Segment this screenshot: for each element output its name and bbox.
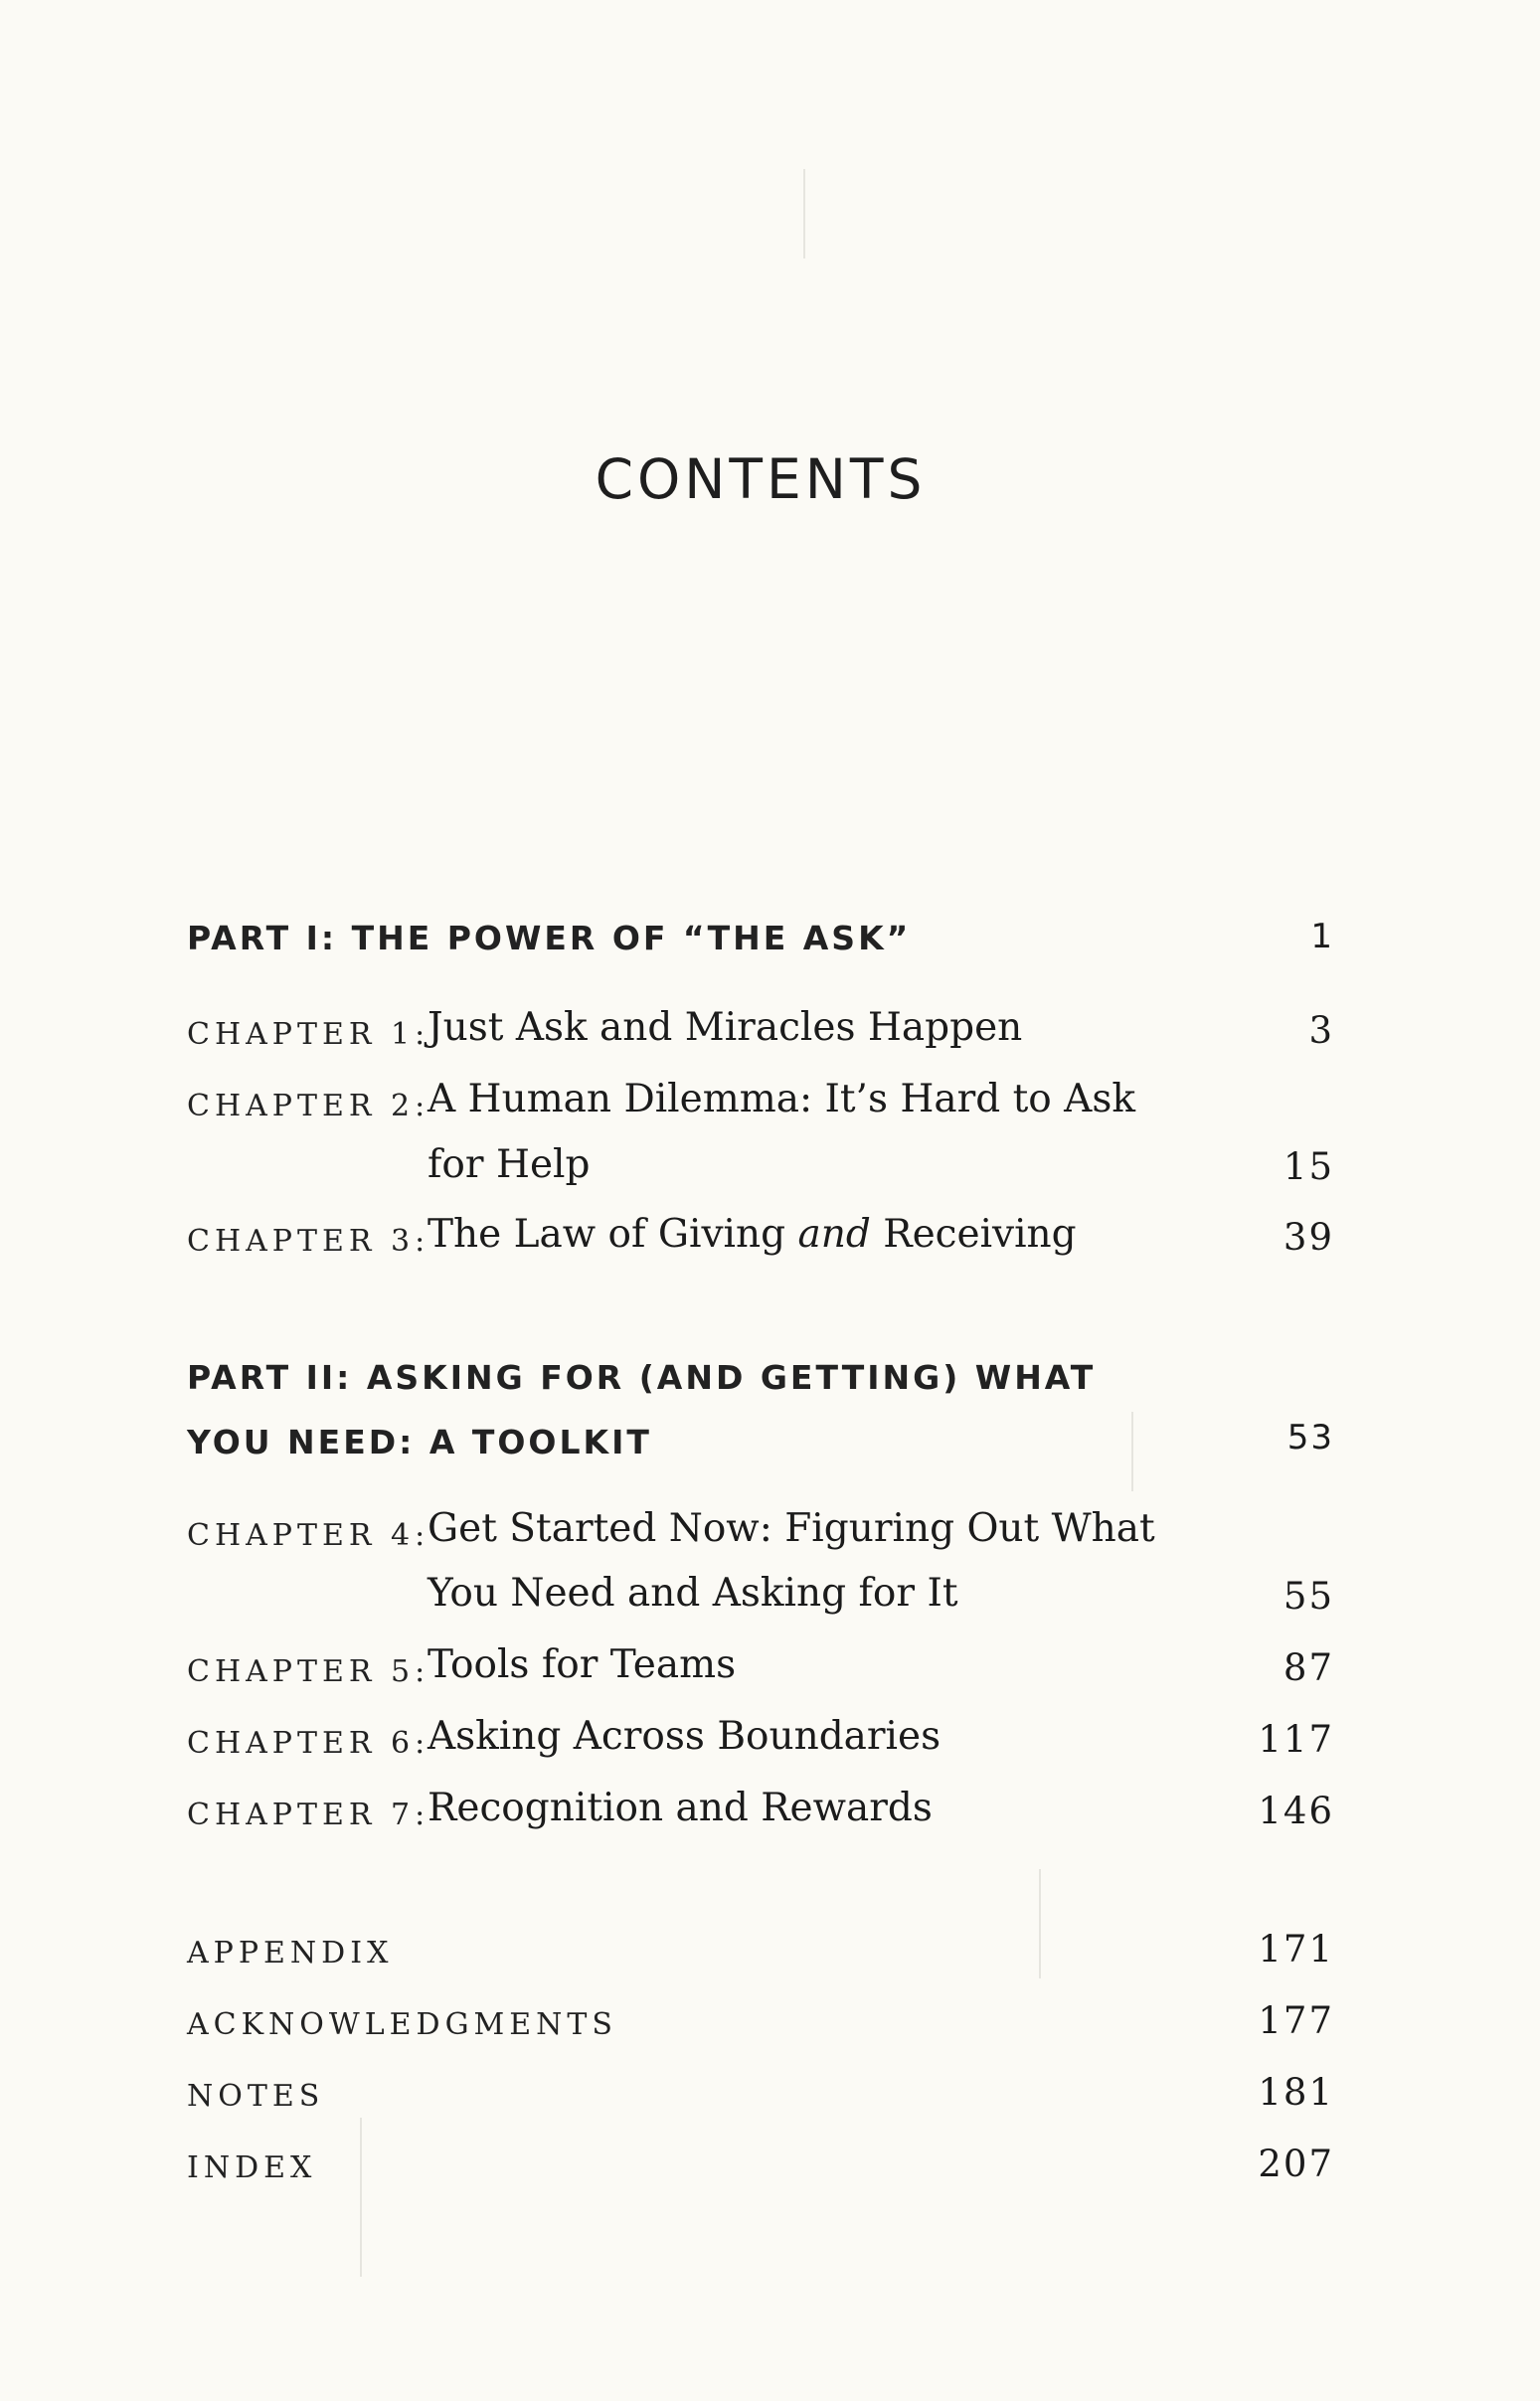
chapter-4-label: CHAPTER 4: <box>187 1518 430 1553</box>
chapter-3-title <box>428 1212 1077 1257</box>
part-1-heading: PART I: THE POWER OF “THE ASK” <box>187 919 912 957</box>
chapter-2-label: CHAPTER 2: <box>187 1089 430 1123</box>
chapter-4-page: 55 <box>1283 1575 1334 1618</box>
chapter-5-page: 87 <box>1283 1646 1334 1689</box>
acknowledgments-label: ACKNOWLEDGMENTS <box>187 2007 617 2042</box>
chapter-4-title-line-2: You Need and Asking for It <box>428 1571 958 1616</box>
part-2-page: 53 <box>1286 1418 1334 1458</box>
chapter-1-page: 3 <box>1308 1009 1334 1052</box>
chapter-3-page: 39 <box>1283 1216 1334 1259</box>
chapter-2-title-line-1: A Human Dilemma: It’s Hard to Ask <box>428 1077 1135 1121</box>
appendix-page: 171 <box>1258 1928 1334 1971</box>
index-page: 207 <box>1258 2143 1334 2185</box>
chapter-2-page: 15 <box>1283 1145 1334 1188</box>
part-1-page: 1 <box>1310 917 1334 956</box>
page-title: CONTENTS <box>595 446 927 511</box>
scan-artifact <box>360 2118 362 2277</box>
appendix-label: APPENDIX <box>187 1936 394 1971</box>
chapter-6-title: Asking Across Boundaries <box>428 1714 941 1759</box>
chapter-2-title-line-2: for Help <box>428 1142 591 1187</box>
chapter-5-label: CHAPTER 5: <box>187 1654 430 1689</box>
index-label: INDEX <box>187 2150 317 2185</box>
chapter-3-label: CHAPTER 3: <box>187 1224 430 1259</box>
chapter-3-title-emphasis: and <box>797 1212 871 1257</box>
part-2-heading-line-1: PART II: ASKING FOR (AND GETTING) WHAT <box>187 1358 1097 1397</box>
scan-artifact <box>1131 1412 1133 1491</box>
chapter-7-page: 146 <box>1258 1790 1334 1832</box>
notes-label: NOTES <box>187 2079 325 2114</box>
notes-page: 181 <box>1258 2071 1334 2114</box>
chapter-1-label: CHAPTER 1: <box>187 1017 430 1052</box>
part-2-heading-line-2: YOU NEED: A TOOLKIT <box>187 1423 652 1461</box>
chapter-7-label: CHAPTER 7: <box>187 1798 430 1832</box>
chapter-1-title: Just Ask and Miracles Happen <box>428 1005 1023 1050</box>
chapter-4-title-line-1: Get Started Now: Figuring Out What <box>428 1506 1155 1551</box>
chapter-3-title-end: Receiving <box>870 1212 1077 1257</box>
scan-artifact <box>803 169 805 258</box>
acknowledgments-page: 177 <box>1258 1999 1334 2042</box>
chapter-5-title: Tools for Teams <box>428 1642 737 1687</box>
chapter-6-label: CHAPTER 6: <box>187 1726 430 1761</box>
chapter-7-title: Recognition and Rewards <box>428 1786 933 1830</box>
chapter-3-title-start: The Law of Giving <box>428 1212 798 1257</box>
scan-artifact <box>1039 1869 1041 1978</box>
chapter-6-page: 117 <box>1258 1718 1334 1761</box>
